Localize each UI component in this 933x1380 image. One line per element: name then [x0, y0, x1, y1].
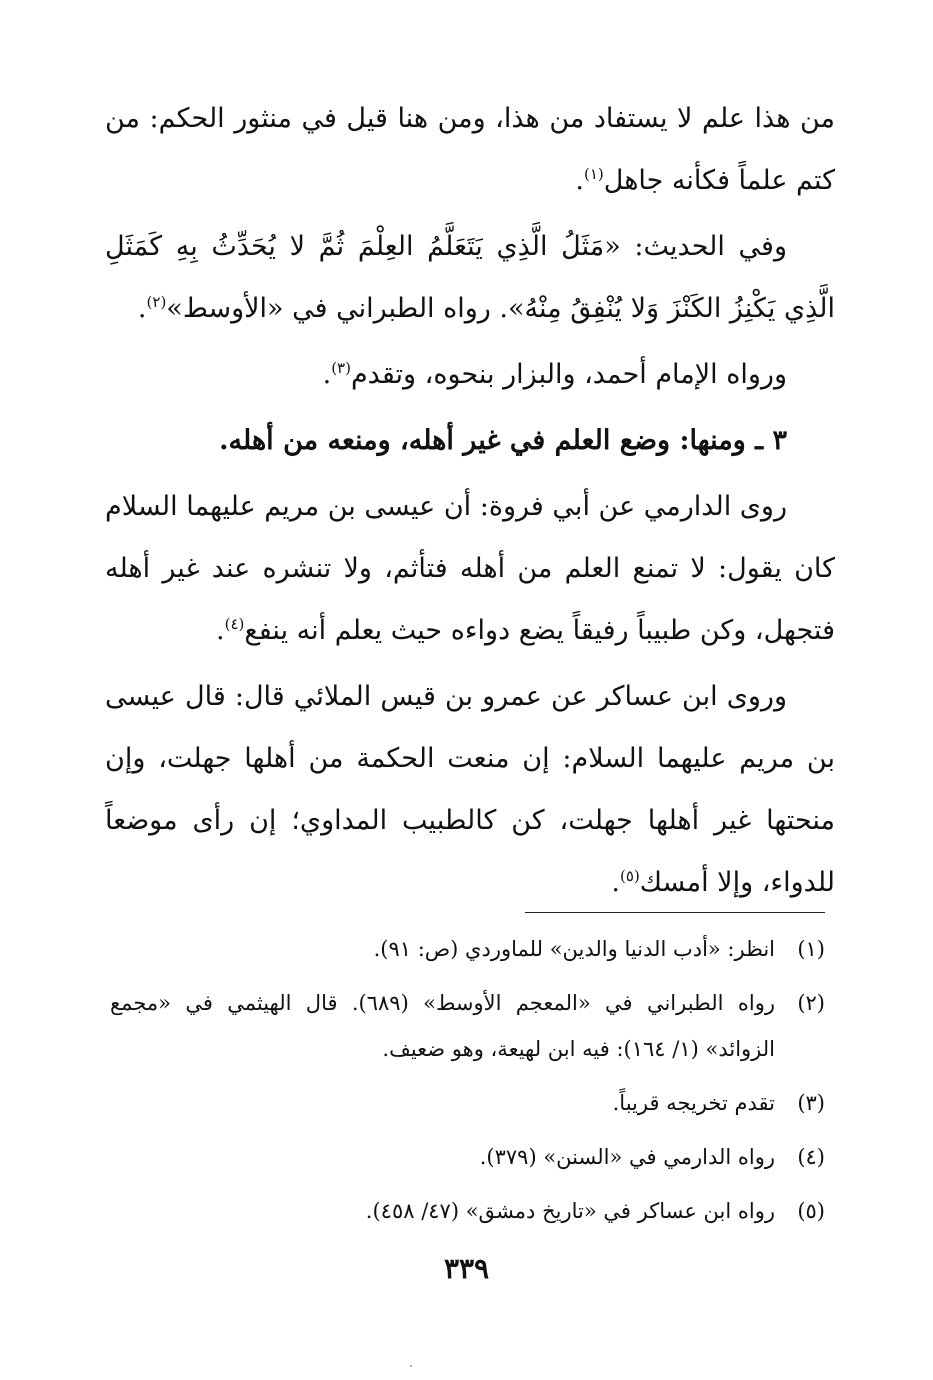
footnote-3	[110, 1080, 825, 1126]
footnote-number: (٤)	[797, 1145, 825, 1169]
footnote-ref-3: (٣)	[331, 359, 351, 377]
scan-speck	[410, 1365, 412, 1367]
footnote-text: رواه ابن عساكر في «تاريخ دمشق» (٤٧/ ٤٥٨).	[365, 1199, 775, 1223]
footnote-text: تقدم تخريجه قريباً.	[612, 1091, 775, 1115]
paragraph-1: من هذا علم لا يستفاد من هذا، ومن هنا قيل في منثور الحكم: من كتم علماً فكأنه جاهل$^{(١)}$.	[105, 103, 835, 196]
page-number: ٣٣٩	[443, 1252, 490, 1285]
section-heading: ٣ ـ ومنها: وضع العلم في غير أهله، ومنعه من أهله.	[219, 425, 787, 456]
footnote-text: انظر: «أدب الدنيا والدين» للماوردي (ص: ٩١).	[373, 937, 775, 961]
footnote-text: رواه الطبراني في «المعجم الأوسط» (٦٨٩). قال الهيثمي في «مجمع الزوائد» (١/ ١٦٤): فيه ابن لهيعة، وهو ضعيف.	[110, 991, 775, 1061]
paragraph-2: وفي الحديث: «مَثَلُ الَّذِي يَتَعَلَّمُ العِلْمَ ثُمَّ لا يُحَدِّثُ بِهِ كَمَثَلِ الَّذِي يَكْنِزُ الكَنْزَ وَلا يُنْفِقُ مِنْهُ». رواه الطبراني في «الأوسط»$^{(٢)}$.	[105, 231, 835, 324]
footnotes	[110, 926, 825, 1242]
footnote-4	[110, 1134, 825, 1180]
footnote-text: رواه الدارمي في «السنن» (٣٧٩).	[479, 1145, 775, 1169]
footnote-2	[110, 980, 825, 1072]
paragraph-2-text: وفي الحديث: «مَثَلُ الَّذِي يَتَعَلَّمُ العِلْمَ ثُمَّ لا يُحَدِّثُ بِهِ كَمَثَلِ الَّذِي يَكْنِزُ الكَنْزَ وَلا يُنْفِقُ مِنْهُ». رواه الطبراني في «الأوسط»	[105, 231, 835, 324]
paragraph-4: روى الدارمي عن أبي فروة: أن عيسى بن مريم عليهما السلام كان يقول: لا تمنع العلم من أهله فتأثم، ولا تنشره عند غير أهله فتجهل، وكن طبيباً رفيقاً يضع دواءه حيث يعلم أنه ينفع$^{(٤)}$.	[105, 491, 835, 646]
footnote-ref-5: (٥)	[620, 867, 640, 885]
footnote-number: (١)	[797, 937, 825, 961]
paragraph-5-text: وروى ابن عساكر عن عمرو بن قيس الملائي قال: قال عيسى بن مريم عليهما السلام: إن منعت الحكمة من أهلها جهلت، وإن منحتها غير أهلها جهلت، كن كالطبيب المداوي؛ إن رأى موضعاً للدواء، وإلا أمسك	[105, 681, 835, 898]
footnote-number: (٥)	[797, 1199, 825, 1223]
footnote-1	[110, 926, 825, 972]
paragraph-1-text: من هذا علم لا يستفاد من هذا، ومن هنا قيل في منثور الحكم: من كتم علماً فكأنه جاهل	[105, 103, 835, 196]
footnote-ref-4: (٤)	[224, 615, 245, 633]
paragraph-3: ورواه الإمام أحمد، والبزار بنحوه، وتقدم$^{(٣)}$.	[322, 359, 787, 390]
footnote-ref-2: (٢)	[146, 293, 167, 311]
main-text	[105, 88, 835, 918]
footnote-ref-1: (١)	[583, 165, 604, 183]
paragraph-5: وروى ابن عساكر عن عمرو بن قيس الملائي قال: قال عيسى بن مريم عليهما السلام: إن منعت الحكمة من أهلها جهلت، وإن منحتها غير أهلها جهلت، كن كالطبيب المداوي؛ إن رأى موضعاً للدواء، وإلا أمسك$^{(٥)}$.	[105, 681, 835, 898]
paragraph-4-text: روى الدارمي عن أبي فروة: أن عيسى بن مريم عليهما السلام كان يقول: لا تمنع العلم من أهله فتأثم، ولا تنشره عند غير أهله فتجهل، وكن طبيباً رفيقاً يضع دواءه حيث يعلم أنه ينفع	[105, 491, 835, 646]
footnote-5	[110, 1188, 825, 1234]
footnote-number: (٢)	[797, 991, 825, 1015]
footnote-separator	[525, 912, 825, 913]
paragraph-3-text: ورواه الإمام أحمد، والبزار بنحوه، وتقدم	[350, 359, 787, 390]
footnote-number: (٣)	[797, 1091, 825, 1115]
